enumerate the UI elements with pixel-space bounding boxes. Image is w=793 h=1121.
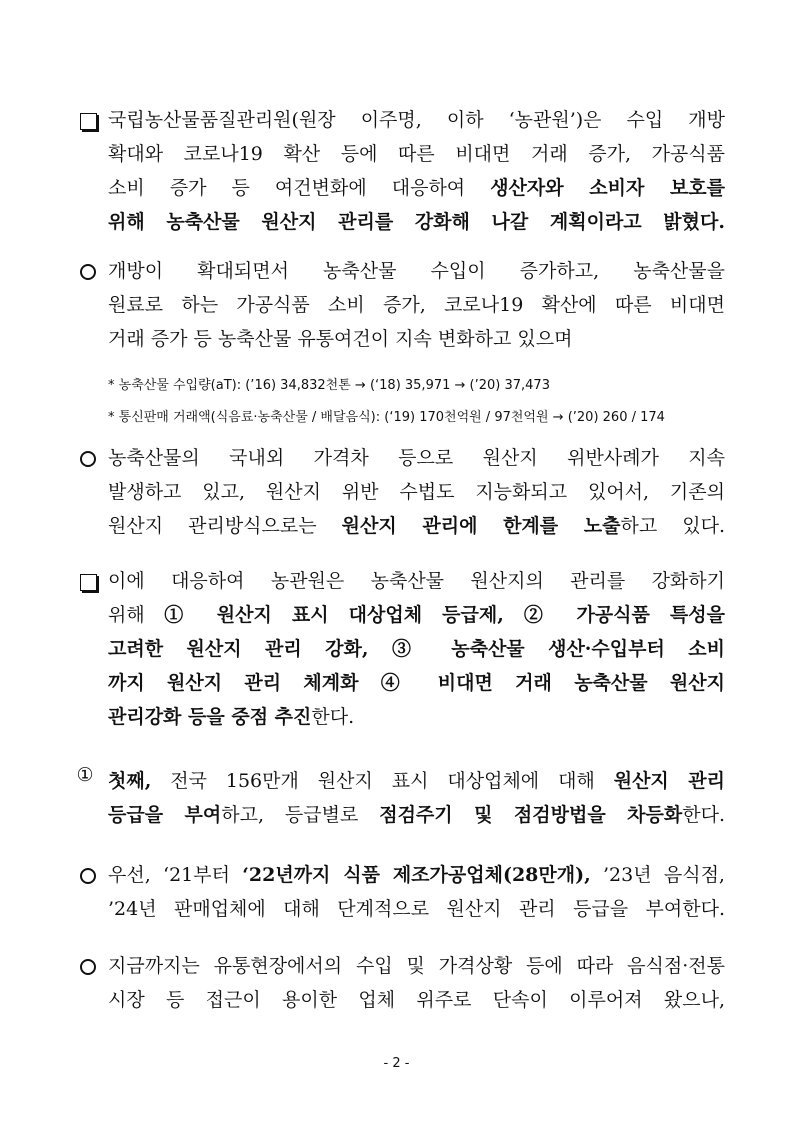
bold-text-run: 등급을 부여 [108, 804, 222, 826]
text-line [108, 171, 725, 205]
text-line: 원료로 하는 가공식품 소비 증가, 코로나19 확산에 따른 비대면 [108, 294, 725, 316]
text-line [108, 700, 725, 734]
text-run: 위해 [108, 604, 165, 626]
bold-text-run: 생산자와 소비자 보호를 [490, 177, 725, 199]
paragraph-first-measure [70, 764, 725, 832]
text-run: 하고, 등급별로 [221, 804, 380, 826]
text-run: ’23년 음식점, [590, 864, 725, 886]
text-line: ’24년 판매업체에 대해 단계적으로 원산지 관리 등급을 부여한다. [108, 898, 725, 920]
footnote-online-sales: * 통신판매 거래액(식음료·농축산물 / 배달음식): (‘19) 170천억원 / 97천억원 → (’20) 260 / 174 [108, 410, 665, 425]
text-run: 한다. [682, 804, 725, 826]
text-line: 시장 등 접근이 용이한 업체 위주로 단속이 이루어져 왔으나, [108, 989, 725, 1011]
text-line [108, 764, 725, 798]
text-line: 농축산물의 국내외 가격차 등으로 원산지 위반사례가 지속 [108, 447, 725, 469]
text-line [108, 858, 725, 892]
text-run: 소비 증가 등 여건변화에 대응하여 [108, 177, 491, 199]
bold-text-run: ‘22년까지 식품 제조가공업체(28만개), [242, 864, 591, 886]
text-line: 개방이 확대되면서 농축산물 수입이 증가하고, 농축산물을 [108, 260, 725, 282]
bold-text-run: 관리강화 등을 중점 추진 [108, 706, 312, 728]
text-run: 우선, ‘21부터 [108, 864, 243, 886]
square-bullet-icon [80, 113, 97, 130]
paragraph-market-open [70, 254, 725, 356]
paragraph-violations [70, 441, 725, 543]
circle-bullet-icon [80, 959, 96, 975]
text-line: 거래 증가 등 농축산물 유통여건이 지속 변화하고 있으며 [108, 328, 573, 350]
text-line: 까지 원산지 관리 체계화 ④ 비대면 거래 농축산물 원산지 [108, 672, 725, 694]
paragraph-schedule [70, 858, 725, 926]
text-run: 한다. [311, 706, 355, 728]
text-line [108, 798, 725, 832]
footnote-import-volume: * 농축산물 수입량(aT): (’16) 34,832천톤 → (‘18) 35,971 → (’20) 37,473 [108, 378, 550, 393]
text-line: 이에 대응하여 농관원은 농축산물 원산지의 관리를 강화하기 [108, 570, 725, 592]
text-line: 발생하고 있고, 원산지 위반 수법도 지능화되고 있어서, 기존의 [108, 481, 725, 503]
bold-text-run: 점검주기 및 점검방법을 차등화 [379, 804, 683, 826]
text-line: 고려한 원산지 관리 강화, ③ 농축산물 생산·수입부터 소비 [108, 638, 725, 660]
page-number: - 2 - [383, 1056, 410, 1071]
bold-text-run: 원산지 관리에 한계를 노출 [341, 515, 621, 537]
paragraph-past-enforcement [70, 949, 725, 1017]
text-line [108, 509, 725, 543]
square-bullet-icon [80, 574, 97, 591]
bold-text-run: ① 원산지 표시 대상업체 등급제, ② 가공식품 특성을 [164, 604, 725, 626]
bold-text-run: 원산지 관리 [613, 770, 725, 792]
text-run: 하고 있다. [620, 515, 726, 537]
text-line: 위해 농축산물 원산지 관리를 강화해 나갈 계획이라고 밝혔다. [108, 211, 725, 233]
text-run: 전국 156만개 원산지 표시 대상업체에 대해 [151, 770, 614, 792]
text-line: 국립농산물품질관리원(원장 이주명, 이하 ‘농관원’)은 수입 개방 [108, 109, 725, 131]
text-line: 지금까지는 유통현장에서의 수입 및 가격상황 등에 따라 음식점·전통 [108, 955, 725, 977]
circle-bullet-icon [80, 264, 96, 280]
paragraph-intro [70, 103, 725, 239]
paragraph-response-plan [70, 564, 725, 734]
bold-text-run: 첫째, [108, 770, 152, 792]
circle-bullet-icon [80, 868, 96, 884]
circle-bullet-icon [80, 451, 96, 467]
text-run: 원산지 관리방식으로는 [108, 515, 342, 537]
text-line: 확대와 코로나19 확산 등에 따른 비대면 거래 증가, 가공식품 [108, 143, 725, 165]
circled-number-one-icon: ① [76, 764, 94, 786]
text-line [108, 598, 725, 632]
